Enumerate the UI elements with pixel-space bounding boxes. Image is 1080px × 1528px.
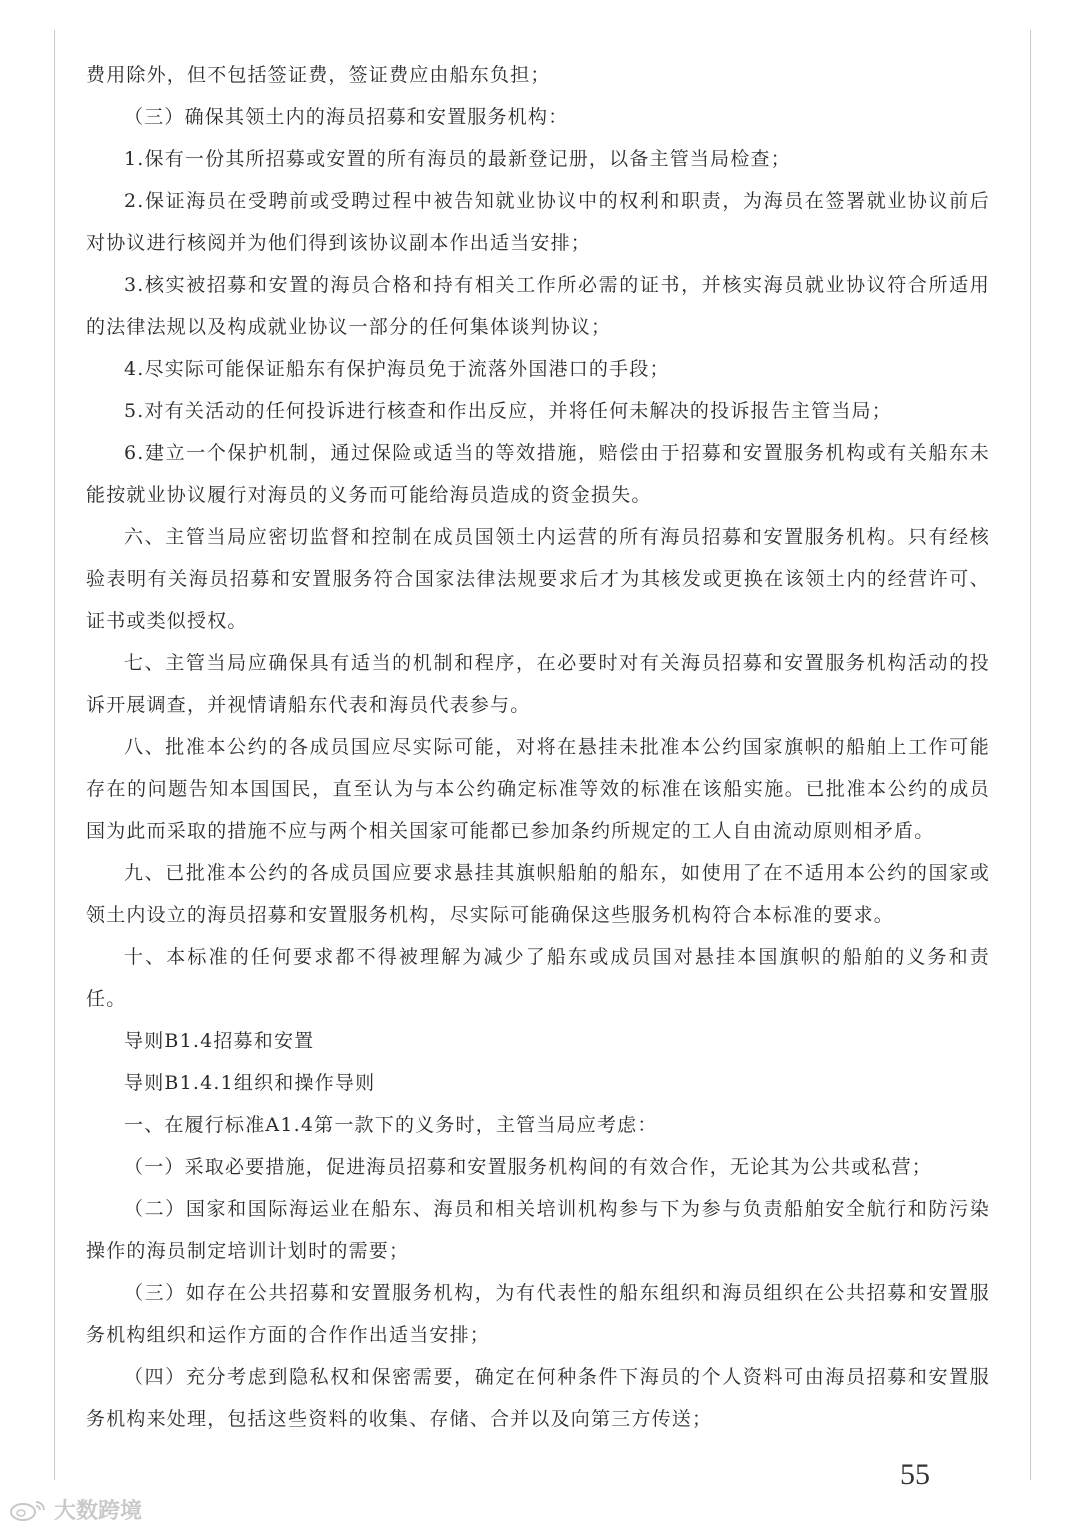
paragraph: 费用除外，但不包括签证费，签证费应由船东负担； bbox=[86, 64, 551, 86]
paragraph: 3.核实被招募和安置的海员合格和持有相关工作所必需的证书，并核实海员就业协议符合所适用的法律法规以及构成就业协议一部分的任何集体谈判协议； bbox=[86, 274, 990, 338]
paragraph: （三）如存在公共招募和安置服务机构，为有代表性的船东组织和海员组织在公共招募和安置服务机构组织和运作方面的合作作出适当安排； bbox=[86, 1282, 990, 1346]
section-heading: 导则B1.4.1组织和操作导则 bbox=[124, 1072, 376, 1094]
paragraph: 4.尽实际可能保证船东有保护海员免于流落外国港口的手段； bbox=[124, 358, 670, 380]
paragraph: 七、主管当局应确保具有适当的机制和程序，在必要时对有关海员招募和安置服务机构活动的投诉开展调查，并视情请船东代表和海员代表参与。 bbox=[86, 652, 990, 716]
left-margin-line bbox=[54, 30, 55, 1480]
section-heading: 导则B1.4招募和安置 bbox=[124, 1030, 315, 1052]
right-margin-line bbox=[1030, 30, 1031, 1480]
paragraph: 一、在履行标准A1.4第一款下的义务时，主管当局应考虑： bbox=[124, 1114, 658, 1136]
paragraph: （二）国家和国际海运业在船东、海员和相关培训机构参与下为参与负责船舶安全航行和防污染操作的海员制定培训计划时的需要； bbox=[86, 1198, 990, 1262]
page-number: 55 bbox=[900, 1458, 930, 1491]
paragraph: （一）采取必要措施，促进海员招募和安置服务机构间的有效合作，无论其为公共或私营； bbox=[124, 1156, 933, 1178]
paragraph: 六、主管当局应密切监督和控制在成员国领土内运营的所有海员招募和安置服务机构。只有经核验表明有关海员招募和安置服务符合国家法律法规要求后才为其核发或更换在该领土内的经营许可、证书或类似授权。 bbox=[86, 526, 990, 632]
paragraph: 2.保证海员在受聘前或受聘过程中被告知就业协议中的权利和职责，为海员在签署就业协议前后对协议进行核阅并为他们得到该协议副本作出适当安排； bbox=[86, 190, 990, 254]
watermark-text: 大数跨境 bbox=[54, 1499, 143, 1524]
paragraph: 5.对有关活动的任何投诉进行核查和作出反应，并将任何未解决的投诉报告主管当局； bbox=[124, 400, 892, 422]
weibo-logo-icon bbox=[8, 1498, 48, 1522]
paragraph: （四）充分考虑到隐私权和保密需要，确定在何种条件下海员的个人资料可由海员招募和安置服务机构来处理，包括这些资料的收集、存储、合并以及向第三方传送； bbox=[86, 1366, 990, 1430]
watermark bbox=[8, 1494, 142, 1525]
paragraph: 九、已批准本公约的各成员国应要求悬挂其旗帜船舶的船东，如使用了在不适用本公约的国家或领土内设立的海员招募和安置服务机构，尽实际可能确保这些服务机构符合本标准的要求。 bbox=[86, 862, 990, 926]
paragraph: 八、批准本公约的各成员国应尽实际可能，对将在悬挂未批准本公约国家旗帜的船舶上工作可能存在的问题告知本国国民，直至认为与本公约确定标准等效的标准在该船实施。已批准本公约的成员国为此而采取的措施不应与两个相关国家可能都已参加条约所规定的工人自由流动原则相矛盾。 bbox=[86, 736, 990, 842]
paragraph: （三）确保其领土内的海员招募和安置服务机构： bbox=[124, 106, 569, 128]
paragraph: 6.建立一个保护机制，通过保险或适当的等效措施，赔偿由于招募和安置服务机构或有关船东未能按就业协议履行对海员的义务而可能给海员造成的资金损失。 bbox=[86, 442, 990, 506]
document-body bbox=[86, 54, 990, 1440]
paragraph: 十、本标准的任何要求都不得被理解为减少了船东或成员国对悬挂本国旗帜的船舶的义务和责任。 bbox=[86, 946, 990, 1010]
paragraph: 1.保有一份其所招募或安置的所有海员的最新登记册，以备主管当局检查； bbox=[124, 148, 791, 170]
